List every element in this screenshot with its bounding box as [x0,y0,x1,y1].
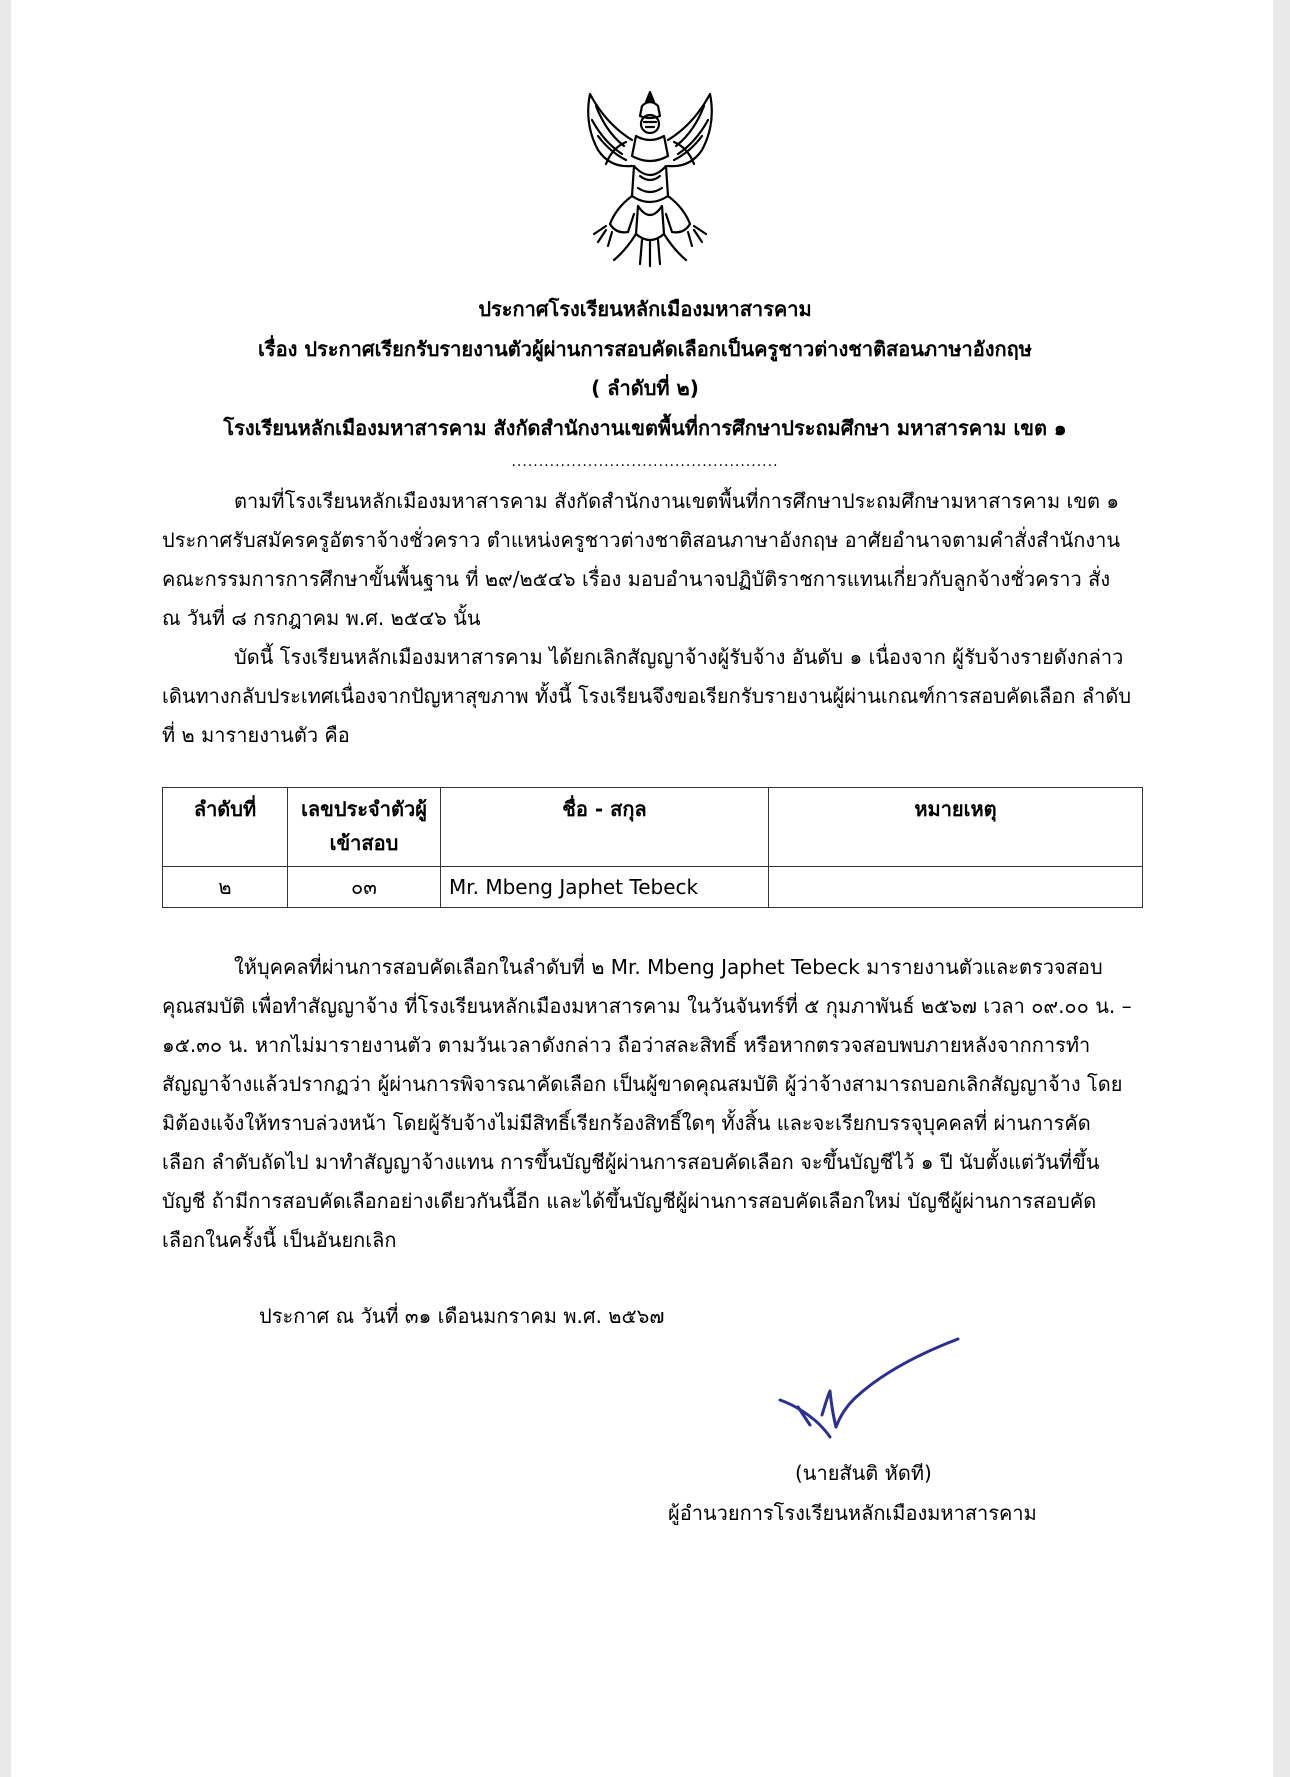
cell-note [769,867,1143,908]
table-row [163,867,1143,908]
document-affiliation: โรงเรียนหลักเมืองมหาสารคาม สังกัดสำนักงานเขตพื้นที่การศึกษาประถมศึกษา มหาสารคาม เขต ๑ [223,416,1067,440]
paragraph-instructions [162,948,1132,1260]
paragraph-cancellation [162,638,1132,755]
header-rank: ลำดับที่ [163,788,288,867]
header-note: หมายเหตุ [769,788,1143,867]
paragraph-cancellation-text: บัดนี้ โรงเรียนหลักเมืองมหาสารคาม ได้ยกเลิกสัญญาจ้างผู้รับจ้าง อันดับ ๑ เนื่องจาก ผู้รับจ้างรายดังกล่าว เดินทางกลับประเทศเนื่องจากปัญหาสุขภาพ ทั้งนี้ โรงเรียนจึงขอเรียกรับรายงานผู้ผ่านเกณฑ์การสอบคัดเลือก ลำดับที่ ๒ มารายงานตัว คือ [162,645,1132,747]
paragraph-intro [162,482,1132,638]
document-title: ประกาศโรงเรียนหลักเมืองมหาสารคาม [478,297,812,321]
header-exam-id: เลขประจำตัวผู้เข้าสอบ [288,788,441,867]
cell-name: Mr. Mbeng Japhet Tebeck [441,867,769,908]
table-header-row [163,788,1143,867]
handwritten-signature [770,1315,970,1445]
divider-dots: ................................................. [511,454,779,470]
cell-exam-id: ๐๓ [288,867,441,908]
candidate-table [162,787,1143,908]
signer-position: ผู้อำนวยการโรงเรียนหลักเมืองมหาสารคาม [668,1501,1037,1525]
header-name: ชื่อ - สกุล [441,788,769,867]
paragraph-instructions-text: ให้บุคคลที่ผ่านการสอบคัดเลือกในลำดับที่ ๒ Mr. Mbeng Japhet Tebeck มารายงานตัวและตรวจสอบคุณสมบัติ เพื่อทำสัญญาจ้าง ที่โรงเรียนหลักเมืองมหาสารคาม ในวันจันทร์ที่ ๕ กุมภาพันธ์ ๒๕๖๗ เวลา ๐๙.๐๐ น. – ๑๕.๓๐ น. หากไม่มารายงานตัว ตามวันเวลาดังกล่าว ถือว่าสละสิทธิ์ หรือหากตรวจสอบพบภายหลังจากการทำสัญญาจ้างแล้วปรากฏว่า ผู้ผ่านการพิจารณาคัดเลือก เป็นผู้ขาดคุณสมบัติ ผู้ว่าจ้างสามารถบอกเลิกสัญญาจ้าง โดยมิต้องแจ้งให้ทราบล่วงหน้า โดยผู้รับจ้างไม่มีสิทธิ์เรียกร้องสิทธิ์ใดๆ ทั้งสิ้น และจะเรียกบรรจุบุคคลที่ ผ่านการคัดเลือก ลำดับถัดไป มาทำสัญญาจ้างแทน การขึ้นบัญชีผู้ผ่านการสอบคัดเลือก จะขึ้นบัญชีไว้ ๑ ปี นับตั้งแต่วันที่ขึ้นบัญชี ถ้ามีการสอบคัดเลือกอย่างเดียวกันนี้อีก และได้ขึ้นบัญชีผู้ผ่านการสอบคัดเลือกใหม่ บัญชีผู้ผ่านการสอบคัดเลือกในครั้งนี้ เป็นอันยกเลิก [162,955,1132,1252]
announce-date: ประกาศ ณ วันที่ ๓๑ เดือนมกราคม พ.ศ. ๒๕๖๗ [259,1304,665,1328]
document-subject: เรื่อง ประกาศเรียกรับรายงานตัวผู้ผ่านการสอบคัดเลือกเป็นครูชาวต่างชาติสอนภาษาอังกฤษ [258,337,1032,361]
signer-name: (นายสันติ หัดที) [795,1461,932,1485]
garuda-emblem [576,84,724,268]
paragraph-intro-text: ตามที่โรงเรียนหลักเมืองมหาสารคาม สังกัดสำนักงานเขตพื้นที่การศึกษาประถมศึกษามหาสารคาม เขต ๑ ประกาศรับสมัครครูอัตราจ้างชั่วคราว ตำแหน่งครูชาวต่างชาติสอนภาษาอังกฤษ อาศัยอำนาจตามคำสั่งสำนักงานคณะกรรมการการศึกษาขั้นพื้นฐาน ที่ ๒๙/๒๕๔๖ เรื่อง มอบอำนาจปฏิบัติราชการแทนเกี่ยวกับลูกจ้างชั่วคราว สั่ง ณ วันที่ ๘ กรกฎาคม พ.ศ. ๒๕๔๖ นั้น [162,489,1121,630]
document-rank: ( ลำดับที่ ๒) [591,376,699,400]
cell-rank: ๒ [163,867,288,908]
